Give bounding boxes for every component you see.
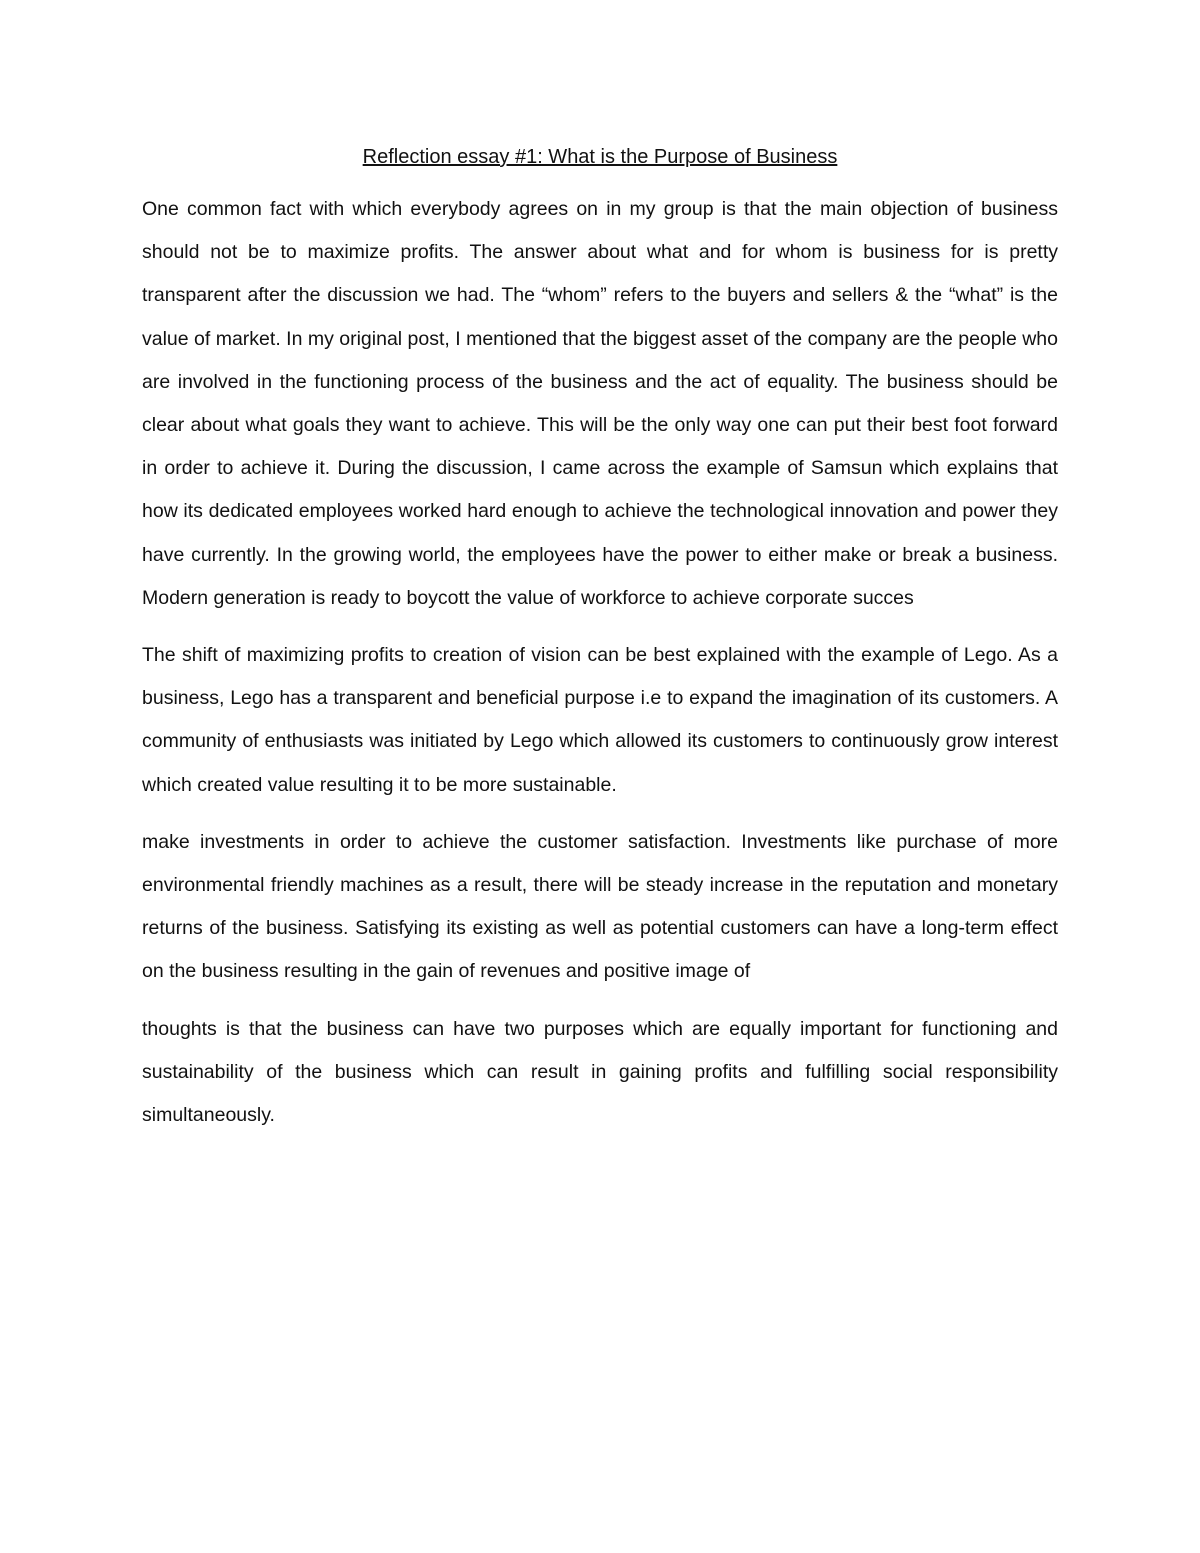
- paragraph-1: One common fact with which everybody agrees on in my group is that the main objection of business should not be to maximize profits. The answer about what and for whom is business for is pretty transparent after the discussion we had. The “whom” refers to the buyers and sellers & the “what” is the value of market. In my original post, I mentioned that the biggest asset of the company are the people who are involved in the functioning process of the business and the act of equality. The business should be clear about what goals they want to achieve. This will be the only way one can put their best foot forward in order to achieve it. During the discussion, I came across the example of Samsun which explains that how its dedicated employees worked hard enough to achieve the technological innovation and power they have currently. In the growing world, the employees have the power to either make or break a business. Modern generation is ready to boycott the value of workforce to achieve corporate succes: [142, 198, 1058, 609]
- paragraph-3: make investments in order to achieve the customer satisfaction. Investments like purchase of more environmental friendly machines as a result, there will be steady increase in the reputation and monetary returns of the business. Satisfying its existing as well as potential customers can have a long-term effect on the business resulting in the gain of revenues and positive image of: [142, 830, 1058, 983]
- paragraph-4: thoughts is that the business can have two purposes which are equally important for functioning and sustainability of the business which can result in gaining profits and fulfilling social responsibility simultaneously.: [142, 1017, 1058, 1127]
- paragraph-2: The shift of maximizing profits to creation of vision can be best explained with the example of Lego. As a business, Lego has a transparent and beneficial purpose i.e to expand the imagination of its customers. A community of enthusiasts was initiated by Lego which allowed its customers to continuously grow interest which created value resulting it to be more sustainable.: [142, 644, 1058, 796]
- document-body: [142, 140, 1058, 1151]
- essay-title: Reflection essay #1: What is the Purpose of Business: [362, 146, 838, 168]
